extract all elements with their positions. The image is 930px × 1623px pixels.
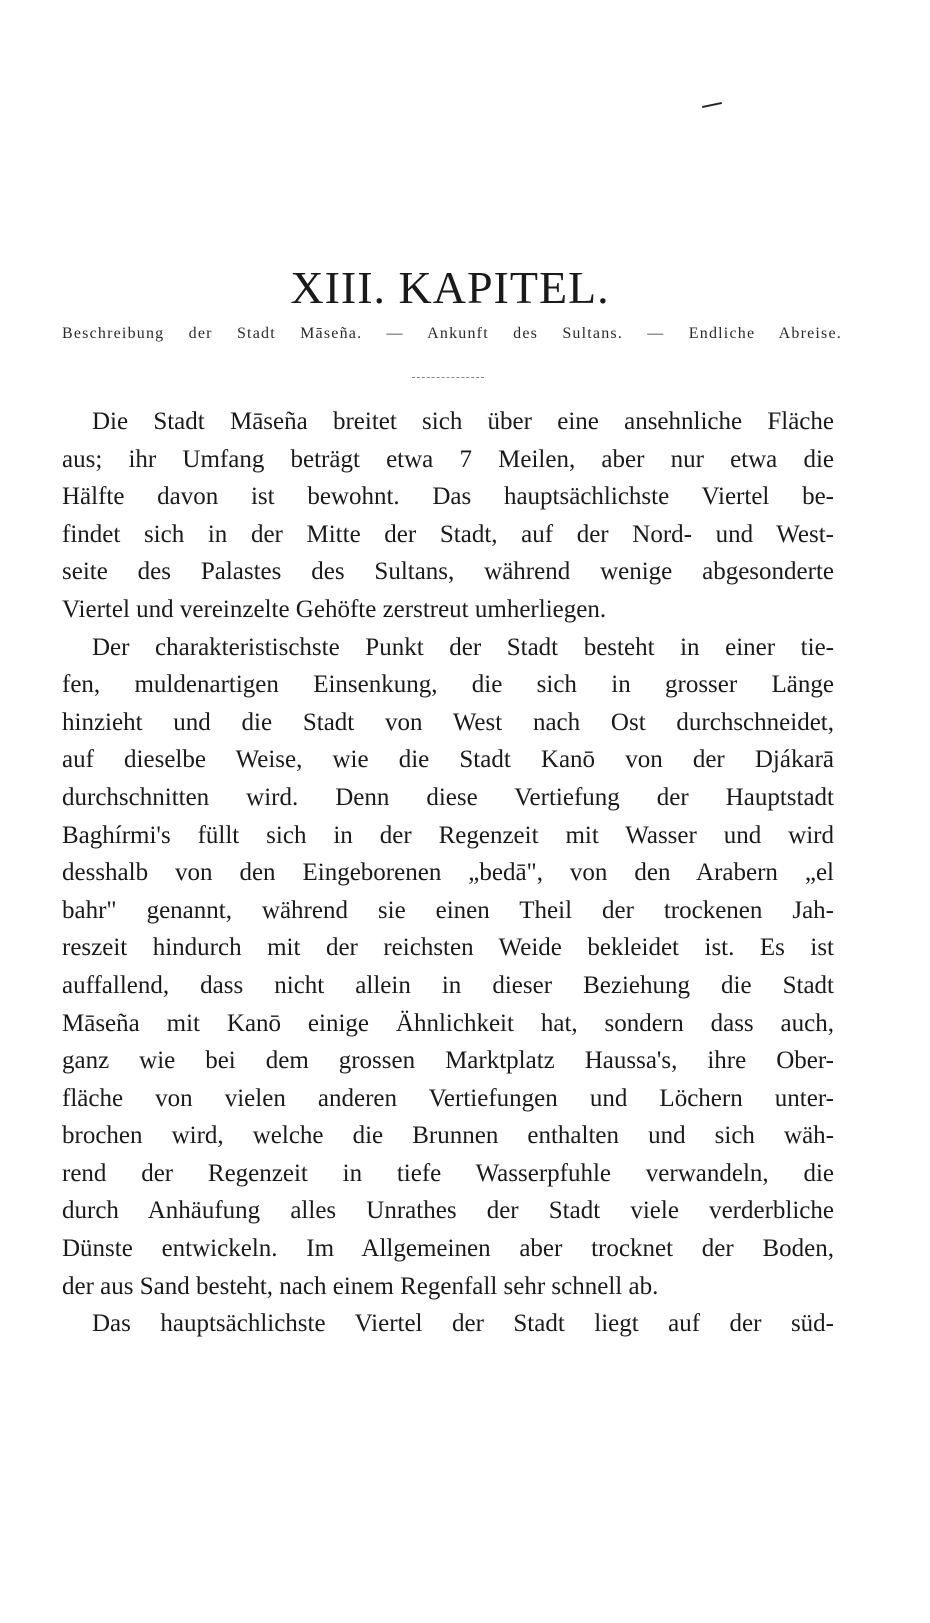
text-line: Dünste entwickeln. Im Allgemeinen aber trocknet der Boden, [62,1235,834,1263]
text-line: bahr" genannt, während sie einen Theil der trockenen Jah- [62,896,834,924]
text-line: ganz wie bei dem grossen Marktplatz Haussa's, ihre Ober- [62,1047,834,1075]
text-line: rend der Regenzeit in tiefe Wasserpfuhle verwandeln, die [62,1159,834,1187]
text-line: Baghírmi's füllt sich in der Regenzeit mit Wasser und wird [62,821,834,849]
text-line: fen, muldenartigen Einsenkung, die sich in grosser Länge [62,671,834,699]
text-line: seite des Palastes des Sultans, während wenige abgesonderte [62,558,834,586]
text-line: auffallend, dass nicht allein in dieser Beziehung die Stadt [62,971,834,999]
text-line: reszeit hindurch mit der reichsten Weide bekleidet ist. Es ist [62,934,834,962]
text-line: desshalb von den Eingeborenen „bedā", von den Arabern „el [62,859,834,887]
text-line: der aus Sand besteht, nach einem Regenfall sehr schnell ab. [62,1272,659,1300]
printer-mark [702,102,722,108]
text-line: findet sich in der Mitte der Stadt, auf der Nord- und West- [62,520,834,548]
text-line: aus; ihr Umfang beträgt etwa 7 Meilen, aber nur etwa die [62,445,834,473]
text-line: fläche von vielen anderen Vertiefungen und Löchern unter- [62,1084,834,1112]
text-line: Viertel und vereinzelte Gehöfte zerstreut umherliegen. [62,595,607,623]
text-line: Das hauptsächlichste Viertel der Stadt liegt auf der süd- [92,1310,834,1338]
text-line: durchschnitten wird. Denn diese Vertiefung der Hauptstadt [62,783,834,811]
text-line: Māseña mit Kanō einige Ähnlichkeit hat, sondern dass auch, [62,1009,834,1037]
text-line: auf dieselbe Weise, wie die Stadt Kanō von der Djákarā [62,746,834,774]
text-line: Die Stadt Māseña breitet sich über eine ansehnliche Fläche [92,408,834,435]
text-line: Der charakteristischste Punkt der Stadt besteht in einer tie- [92,633,834,661]
text-line: hinzieht und die Stadt von West nach Ost durchschneidet, [62,708,834,736]
text-line: brochen wird, welche die Brunnen enthalten und sich wäh- [62,1122,834,1150]
body-text [62,403,834,1343]
chapter-subtitle: Beschreibung der Stadt Māseña. — Ankunft des Sultans. — Endliche Abreise. [62,325,842,342]
section-divider [412,377,484,378]
text-line: Hälfte davon ist bewohnt. Das hauptsächlichste Viertel be- [62,483,834,511]
text-line: durch Anhäufung alles Unrathes der Stadt viele verderbliche [62,1197,834,1225]
chapter-title: XIII. KAPITEL. [290,262,610,313]
